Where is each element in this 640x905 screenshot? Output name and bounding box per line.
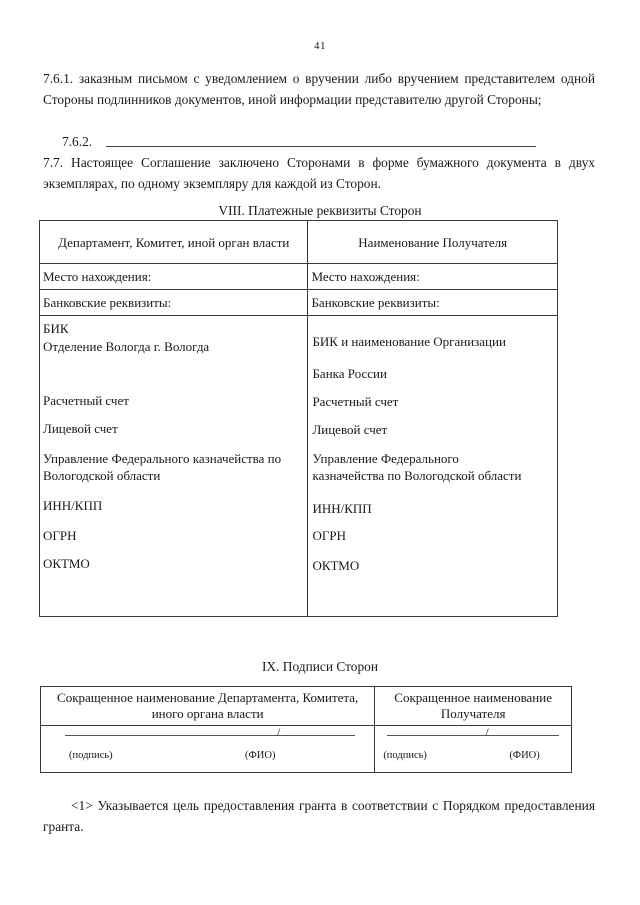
payment-requisites-table (39, 220, 558, 617)
req-right-account: Расчетный счет (312, 394, 399, 409)
clause-7-7: 7.7. Настоящее Соглашение заключено Сторонами в форме бумажного документа в двух экземплярах, по одному экземпляру для каждой из Сторон. (43, 155, 595, 191)
req-right-bank-russia: Банка России (312, 366, 387, 381)
req-right-treasury: Управление Федерального казначейства по Вологодской области (312, 451, 522, 483)
page-number: 41 (314, 40, 326, 52)
req-left-personal-account: Лицевой счет (43, 421, 118, 436)
req-left-bank: Банковские реквизиты: (40, 290, 308, 316)
req-right-oktmo: ОКТМО (312, 558, 360, 573)
sig-left-slash: / (277, 725, 281, 739)
req-right-header: Наименование Получателя (308, 221, 558, 264)
req-left-treasury: Управление Федерального казначейства по Вологодской области (43, 451, 282, 483)
clause-7-6-2: 7.6.2. (62, 134, 93, 149)
req-right-bank: Банковские реквизиты: (308, 290, 558, 316)
sig-right-fio-label: (ФИО) (509, 750, 540, 761)
sig-right-header: Сокращенное наименование Получателя (375, 687, 572, 726)
sig-right-slash: / (485, 725, 489, 739)
req-right-details (308, 316, 558, 617)
sig-right-line (387, 735, 559, 736)
req-left-branch: Отделение Вологда г. Вологда (43, 339, 210, 354)
section-9-title: IX. Подписи Сторон (261, 659, 379, 674)
footnote: <1> Указывается цель предоставления гранта в соответствии с Порядком предоставления гранта. (43, 798, 595, 834)
sig-left-line (65, 735, 355, 736)
sig-right-sign-label: (подпись) (383, 750, 427, 761)
sig-left-sign-label: (подпись) (69, 750, 113, 761)
req-left-account: Расчетный счет (43, 393, 129, 408)
req-left-ogrn: ОГРН (43, 528, 77, 543)
clause-7-6-2-blank-line (106, 146, 536, 147)
req-right-inn: ИНН/КПП (312, 501, 372, 516)
signatures-table (40, 686, 572, 773)
req-right-bik: БИК и наименование Организации (312, 334, 506, 349)
sig-left-slot (41, 726, 375, 773)
req-left-inn: ИНН/КПП (43, 498, 103, 513)
sig-left-fio-label: (ФИО) (245, 750, 276, 761)
req-left-location: Место нахождения: (40, 264, 308, 290)
clause-7-6-1: 7.6.1. заказным письмом с уведомлением о вручении либо вручением представителем одной Стороны подлинников документов, иной информации представителю другой Стороны; (43, 71, 595, 107)
section-8-title: VIII. Платежные реквизиты Сторон (218, 203, 422, 218)
req-right-ogrn: ОГРН (312, 528, 346, 543)
sig-right-slot (375, 726, 572, 773)
req-right-location: Место нахождения: (308, 264, 558, 290)
req-left-oktmo: ОКТМО (43, 556, 90, 571)
req-left-bik: БИК (43, 321, 69, 336)
req-left-header: Департамент, Комитет, иной орган власти (40, 221, 308, 264)
req-right-personal-account: Лицевой счет (312, 422, 388, 437)
req-left-details (40, 316, 308, 617)
sig-left-header: Сокращенное наименование Департамента, Комитета, иного органа власти (41, 687, 375, 726)
